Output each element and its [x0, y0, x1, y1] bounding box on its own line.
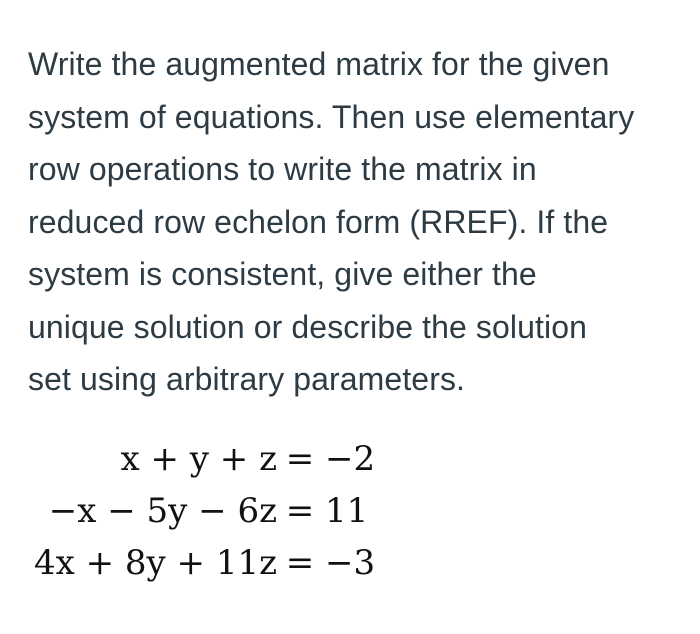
- equation-rhs: −2: [325, 439, 376, 479]
- equation-lhs: 4x + 8y + 11z: [33, 543, 277, 583]
- equation-row-3: [34, 543, 375, 583]
- question-line: Write the augmented matrix for the given: [28, 46, 610, 82]
- equals-sign: =: [285, 491, 315, 531]
- equals-sign: =: [285, 439, 315, 479]
- question-line: row operations to write the matrix in: [28, 151, 537, 187]
- question-line: system is consistent, give either the: [28, 256, 537, 292]
- equals-sign: =: [285, 543, 315, 583]
- equation-rhs: −3: [325, 543, 376, 583]
- equation-lhs: x + y + z: [120, 439, 277, 479]
- question-line: reduced row echelon form (RREF). If the: [28, 203, 609, 240]
- question-line: unique solution or describe the solution: [28, 308, 588, 345]
- question-line: system of equations. Then use elementary: [28, 98, 635, 135]
- equation-row-2: [49, 491, 369, 531]
- question-line: set using arbitrary parameters.: [28, 361, 466, 397]
- equation-rhs: 11: [325, 491, 369, 531]
- equation-row-1: [120, 439, 375, 479]
- equation-lhs: −x − 5y − 6z: [48, 491, 277, 531]
